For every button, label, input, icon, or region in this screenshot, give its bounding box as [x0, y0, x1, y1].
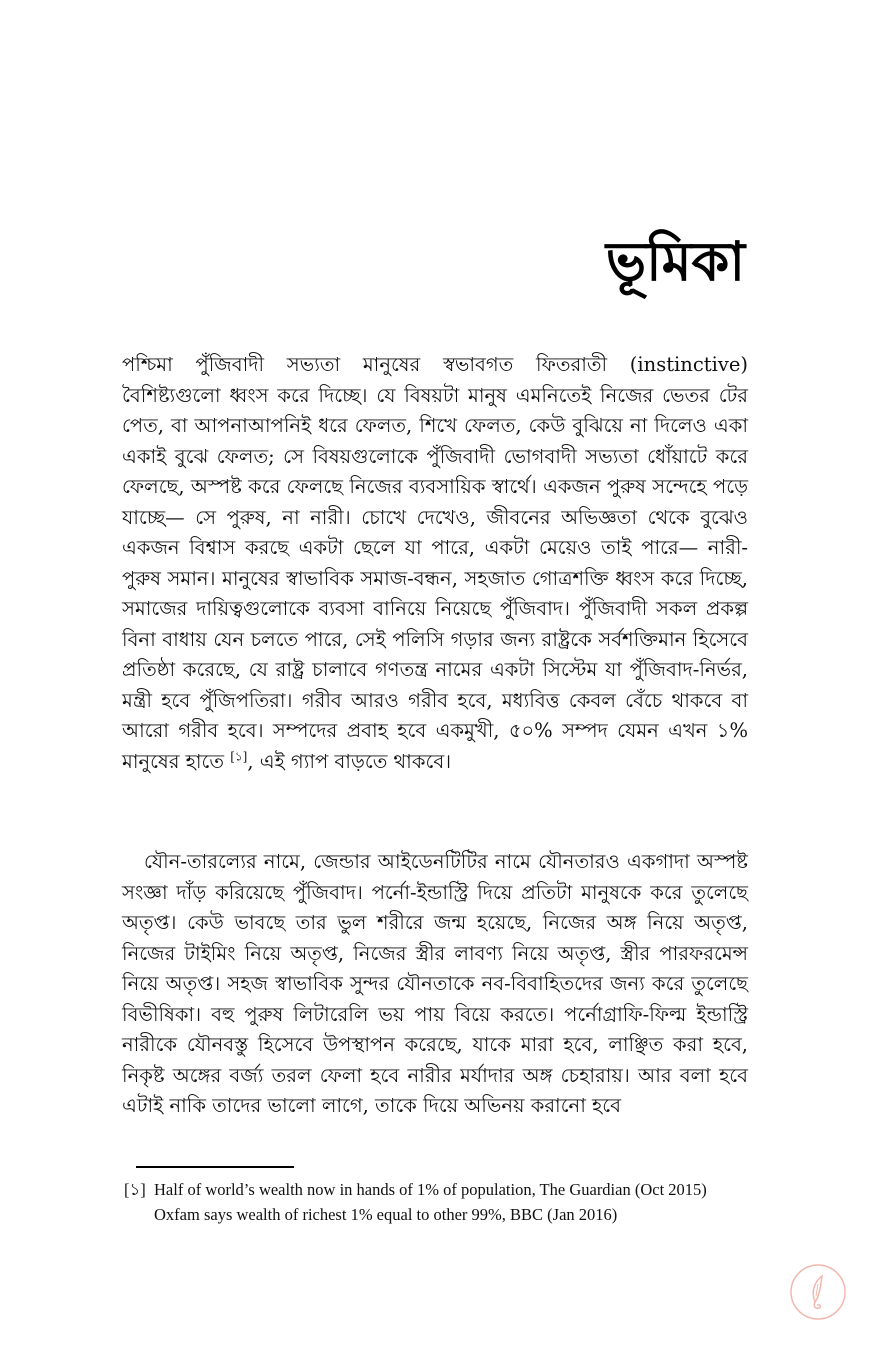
footnote-citation-2: Oxfam says wealth of richest 1% equal to other 99%, BBC (Jan 2016): [154, 1205, 618, 1224]
publisher-quill-logo-icon: [788, 1262, 848, 1322]
footnote-number: [১]: [124, 1180, 146, 1199]
footnote-line-1: [124, 1177, 774, 1202]
footnote-reference: [১]: [230, 749, 248, 763]
paragraph-1-text: পশ্চিমা পুঁজিবাদী সভ্যতা মানুষের স্বভাবগত ফিতরাতী (instinctive) বৈশিষ্ট্যগুলো ধ্বংস করে দিচ্ছে। যে বিষয়টা মানুষ এমনিতেই নিজের ভেতর টের পেত, বা আপনাআপনিই ধরে ফেলত, শিখে ফেলত, কেউ বুঝিয়ে না দিলেও একা একাই বুঝে ফেলত; সে বিষয়গুলোকে পুঁজিবাদী ভোগবাদী সভ্যতা ধোঁয়াটে করে ফেলছে, অস্পষ্ট করে ফেলছে নিজের ব্যবসায়িক স্বার্থে। একজন পুরুষ সন্দেহে পড়ে যাচ্ছে— সে পুরুষ, না নারী। চোখে দেখেও, জীবনের অভিজ্ঞতা থেকে বুঝেও একজন বিশ্বাস করছে একটা ছেলে যা পারে, একটা মেয়েও তাই পারে— নারী-পুরুষ সমান। মানুষের স্বাভাবিক সমাজ-বন্ধন, সহজাত গোত্রশক্তি ধ্বংস করে দিচ্ছে, সমাজের দায়িত্বগুলোকে ব্যবসা বানিয়ে নিয়েছে পুঁজিবাদ। পুঁজিবাদী সকল প্রকল্প বিনা বাধায় যেন চলতে পারে, সেই পলিসি গড়ার জন্য রাষ্ট্রকে সর্বশক্তিমান হিসেবে প্রতিষ্ঠা করেছে, যে রাষ্ট্র চালাবে গণতন্ত্র নামের একটা সিস্টেম যা পুঁজিবাদ-নির্ভর, মন্ত্রী হবে পুঁজিপতিরা। গরীব আরও গরীব হবে, মধ্যবিত্ত কেবল বেঁচে থাকবে বা আরো গরীব হবে। সম্পদের প্রবাহ হবে একমুখী, ৫০% সম্পদ যেমন এখন ১% মানুষের হাতে: [122, 353, 748, 773]
footnote-divider: [136, 1166, 294, 1168]
footnote: [124, 1177, 774, 1227]
footnote-citation-1: Half of world’s wealth now in hands of 1% of population, The Guardian (Oct 2015): [154, 1180, 707, 1199]
body-paragraph-1: [122, 350, 748, 777]
paragraph-1-text-end: , এই গ্যাপ বাড়তে থাকবে।: [247, 749, 452, 773]
chapter-title: ভূমিকা: [605, 230, 745, 293]
body-paragraph-2: যৌন-তারল্যের নামে, জেন্ডার আইডেনটিটির নামে যৌনতারও একগাদা অস্পষ্ট সংজ্ঞা দাঁড় করিয়েছে পুঁজিবাদ। পর্নো-ইন্ডাস্ট্রি দিয়ে প্রতিটা মানুষকে করে তুলেছে অতৃপ্ত। কেউ ভাবছে তার ভুল শরীরে জন্ম হয়েছে, নিজের অঙ্গ নিয়ে অতৃপ্ত, নিজের টাইমিং নিয়ে অতৃপ্ত, নিজের স্ত্রীর লাবণ্য নিয়ে অতৃপ্ত, স্ত্রীর পারফরমেন্স নিয়ে অতৃপ্ত। সহজ স্বাভাবিক সুন্দর যৌনতাকে নব-বিবাহিতদের জন্য করে তুলেছে বিভীষিকা। বহু পুরুষ লিটারেলি ভয় পায় বিয়ে করতে। পর্নোগ্রাফি-ফিল্ম ইন্ডাস্ট্রি নারীকে যৌনবস্তু হিসেবে উপস্থাপন করেছে, যাকে মারা হবে, লাঞ্ছিত করা হবে, নিকৃষ্ট অঙ্গের বর্জ্য তরল ফেলা হবে নারীর মর্যাদার অঙ্গ চেহারায়। আর বলা হবে এটাই নাকি তাদের ভালো লাগে, তাকে দিয়ে অভিনয় করানো হবে: [122, 850, 748, 1117]
